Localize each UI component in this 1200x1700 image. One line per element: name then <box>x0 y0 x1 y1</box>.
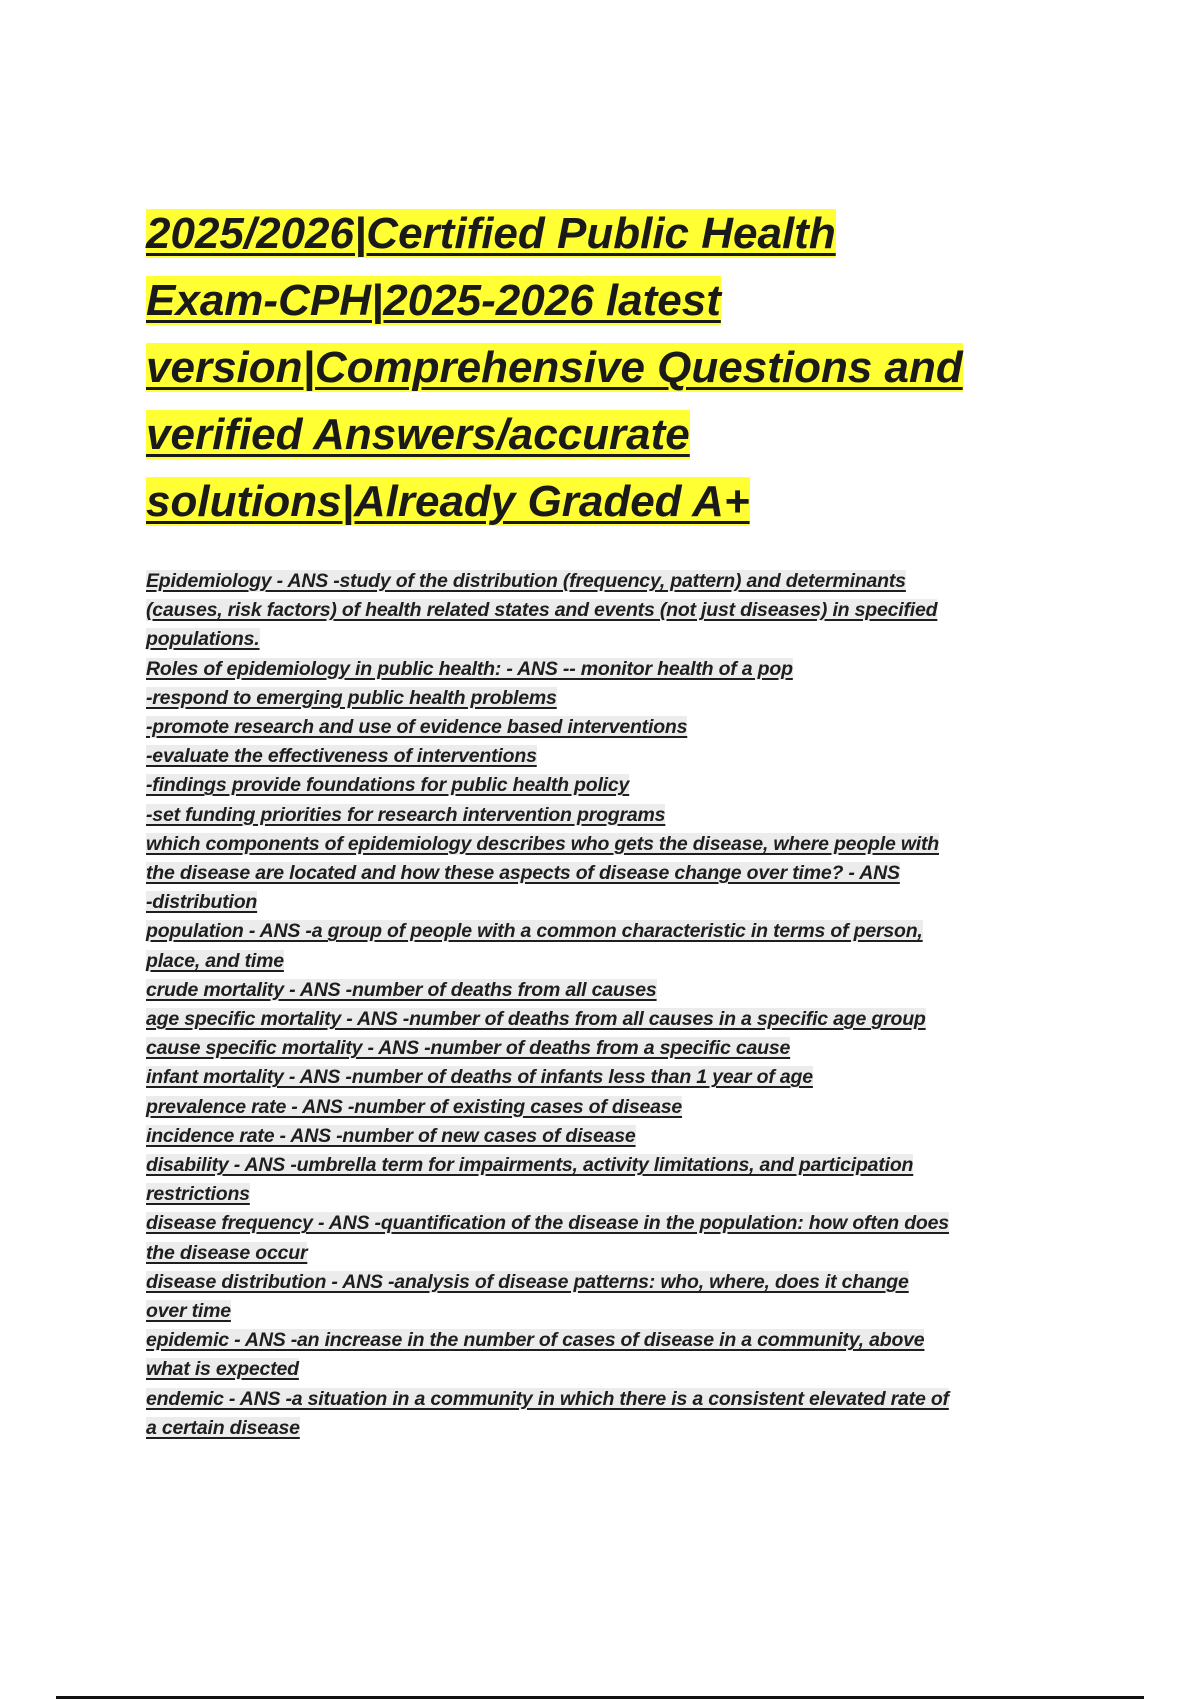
text-line <box>146 801 1096 830</box>
text-line-content: age specific mortality - ANS -number of deaths from all causes in a specific age group <box>146 1008 926 1031</box>
text-line-content: prevalence rate - ANS -number of existing cases of disease <box>146 1095 683 1118</box>
text-line <box>146 596 1096 625</box>
text-line <box>146 684 1096 713</box>
text-line-content: -set funding priorities for research intervention programs <box>146 803 666 826</box>
text-line-content: -promote research and use of evidence based interventions <box>146 716 688 739</box>
text-line-content: disease distribution - ANS -analysis of disease patterns: who, where, does it change <box>146 1270 909 1293</box>
text-line-content: cause specific mortality - ANS -number of deaths from a specific cause <box>146 1037 791 1060</box>
text-line <box>146 567 1096 596</box>
text-line <box>146 1180 1096 1209</box>
text-line-content: epidemic - ANS -an increase in the number of cases of disease in a community, above <box>146 1329 925 1352</box>
text-line-content: -evaluate the effectiveness of interventions <box>146 745 537 768</box>
footer-rule <box>56 1696 1144 1699</box>
text-line-content: population - ANS -a group of people with a common characteristic in terms of person, <box>146 920 923 943</box>
text-line <box>146 713 1096 742</box>
title-line: 2025/2026|Certified Public Health <box>146 209 836 258</box>
text-line <box>146 917 1096 946</box>
title-line: Exam-CPH|2025-2026 latest <box>146 276 721 325</box>
text-line-content: place, and time <box>146 949 284 972</box>
text-line <box>146 771 1096 800</box>
text-line-content: Roles of epidemiology in public health: - ANS -- monitor health of a pop <box>146 657 793 680</box>
text-line-content: -findings provide foundations for public health policy <box>146 774 630 797</box>
document-title <box>146 200 1046 535</box>
title-line: verified Answers/accurate <box>146 410 690 459</box>
text-line <box>146 655 1096 684</box>
text-line <box>146 1093 1096 1122</box>
text-line <box>146 1151 1096 1180</box>
text-line <box>146 1209 1096 1238</box>
text-line <box>146 947 1096 976</box>
text-line <box>146 1122 1096 1151</box>
text-line-content: restrictions <box>146 1183 250 1206</box>
text-line <box>146 1414 1096 1443</box>
text-line <box>146 859 1096 888</box>
text-line <box>146 1385 1096 1414</box>
text-line-content: the disease occur <box>146 1241 308 1264</box>
title-line: version|Comprehensive Questions and <box>146 343 963 392</box>
text-line-content: a certain disease <box>146 1416 300 1439</box>
text-line-content: disease frequency - ANS -quantification of the disease in the population: how often does <box>146 1212 949 1235</box>
text-line-content: endemic - ANS -a situation in a community in which there is a consistent elevated rate of <box>146 1387 949 1410</box>
text-line-content: -respond to emerging public health problems <box>146 686 557 709</box>
text-line-content: populations. <box>146 628 260 651</box>
text-line-content: disability - ANS -umbrella term for impairments, activity limitations, and participation <box>146 1154 914 1177</box>
text-line <box>146 742 1096 771</box>
text-line <box>146 1239 1096 1268</box>
text-line-content: -distribution <box>146 891 258 914</box>
text-line-content: Epidemiology - ANS -study of the distribution (frequency, pattern) and determinants <box>146 570 906 592</box>
text-line-content: what is expected <box>146 1358 299 1381</box>
text-line <box>146 1268 1096 1297</box>
text-line-content: infant mortality - ANS -number of deaths of infants less than 1 year of age <box>146 1066 813 1089</box>
text-line-content: crude mortality - ANS -number of deaths from all causes <box>146 978 657 1001</box>
text-line <box>146 830 1096 859</box>
text-line <box>146 1355 1096 1384</box>
text-line-content: incidence rate - ANS -number of new cases of disease <box>146 1124 636 1147</box>
text-line-content: which components of epidemiology describes who gets the disease, where people with <box>146 832 940 855</box>
text-line-content: over time <box>146 1300 231 1323</box>
text-line <box>146 1326 1096 1355</box>
text-line <box>146 976 1096 1005</box>
text-line-content: the disease are located and how these aspects of disease change over time? - ANS <box>146 862 900 885</box>
title-line: solutions|Already Graded A+ <box>146 477 750 526</box>
text-line <box>146 1063 1096 1092</box>
text-line <box>146 625 1096 654</box>
text-line-content: (causes, risk factors) of health related states and events (not just diseases) in specified <box>146 599 938 622</box>
document-body <box>146 567 1096 1443</box>
text-line <box>146 1034 1096 1063</box>
text-line <box>146 1005 1096 1034</box>
text-line <box>146 1297 1096 1326</box>
text-line <box>146 888 1096 917</box>
